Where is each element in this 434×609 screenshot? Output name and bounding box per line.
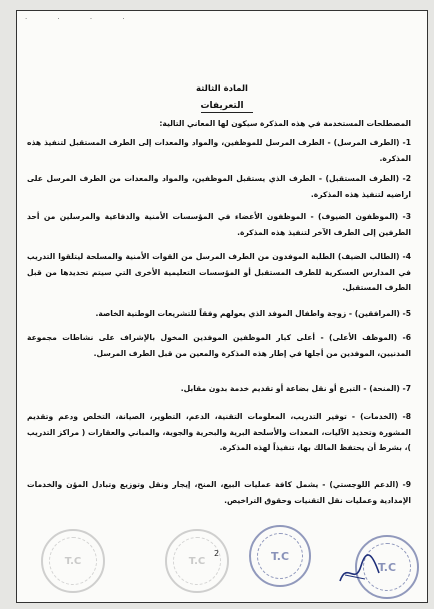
official-stamp-1: T.C (249, 525, 311, 587)
definition-item-5: 5- (المرافقين) - زوجة واطفال الموفد الذي يعولهم وفقاً للتشريعات الوطنية الخاصة. (95, 309, 411, 318)
definition-item-6: 6- (الموظف الأعلى) - أعلى كبار الموظفين الموفدين المخول بالإشراف على نشاطات مجموعة المدنيين، الموفدين من أجلها في إطار هذه المذكرة والمعين من قبل الطرف المرسل. (27, 333, 411, 358)
definition-item-7: 7- (المنحة) - التبرع أو نقل بضاعة أو تقديم خدمة بدون مقابل. (180, 384, 411, 393)
scan-dots: · · · · (25, 15, 139, 23)
article-heading: المادة الثالثة (196, 84, 248, 94)
page-number: 2 (214, 549, 220, 558)
official-stamp-2: T.C (355, 535, 419, 599)
definition-item-2: 2- (الطرف المستقبل) - الطرف الذي يستقبل الموظفين، والمواد والمعدات من الطرف المرسل على اراضيه لتنفيذ هذه المذكرة. (27, 174, 411, 199)
handwritten-signature (335, 551, 385, 591)
definition-item-8: 8- (الخدمات) - توفير التدريب، المعلومات التقنية، الدعم، التطوير، الصيانة، التخلص ودعم وتقديم المشورة وتحديد الآليات، المعدات والأسلحة البرية والبحرية والجوية، والمباني والعقارات ( مراكز التدريب )، بشرط أن يحتفظ المالك بها، تنفيذاً لهذه المذكرة. (27, 412, 411, 452)
faint-stamp-left: T.C (41, 529, 105, 593)
definition-item-1: 1- (الطرف المرسل) - الطرف المرسل للموظفين، والمواد والمعدات إلى الطرف المستقبل لتنفيذ هذه المذكرة. (27, 138, 411, 163)
definition-item-4: 4- (الطالب الضيف) الطلبة الموفدون من الطرف المرسل من القوات الأمنية والمسلحة ليتلقوا التدريب في المدارس العسكرية للطرف المستقبل أو المؤسسات التعليمية الأخرى التي سيتم تحديدها من قبل الطرف المستقبل. (27, 252, 411, 292)
section-title: التعريفات (200, 101, 244, 111)
title-underline (201, 112, 253, 113)
intro-paragraph: المصطلحات المستخدمة في هذه المذكرة سيكون لها المعاني التالية: (159, 119, 411, 128)
document-page (16, 10, 428, 603)
definition-item-3: 3- (الموظفون الضيوف) - الموظفون الأعضاء في المؤسسات الأمنية والدفاعية والمرسلين من أحد الطرفين إلى الطرف الآخر لتنفيذ هذه المذكرة. (27, 212, 411, 237)
definition-item-9: 9- (الدعم اللوجستي) - يشمل كافة عمليات البيع، المنح، إيجار ونقل وتوزيع وتبادل المؤن والخدمات الإمدادية وعمليات نقل التقنيات وحقوق التراخيص. (27, 480, 411, 505)
faint-stamp-middle: T.C (165, 529, 229, 593)
